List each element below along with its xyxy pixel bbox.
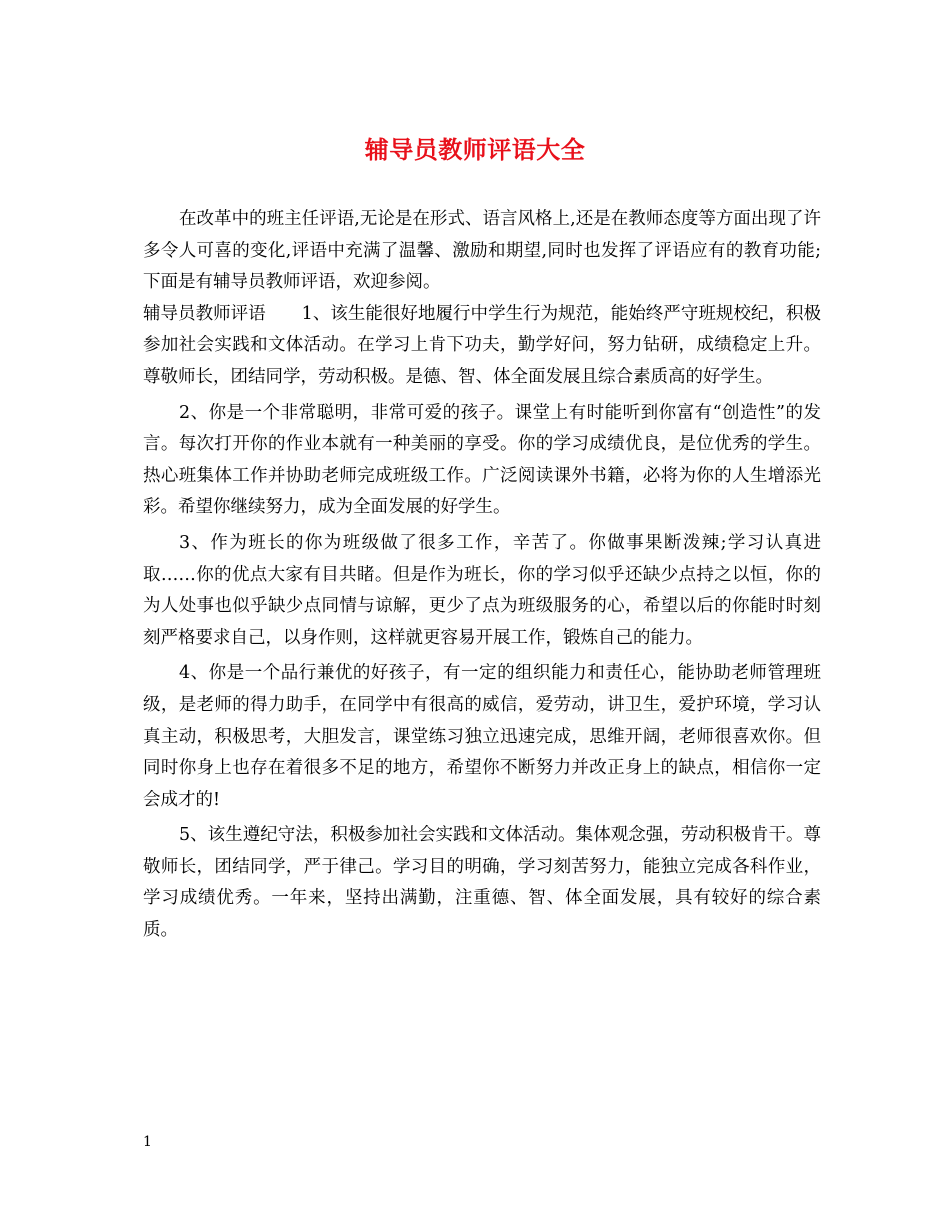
document-title: 辅导员教师评语大全 [364, 135, 586, 164]
comment-paragraph-1 [143, 299, 821, 394]
page-number: 1 [143, 1134, 152, 1150]
document-body [143, 204, 821, 947]
comment-1-text: 1、该生能很好地履行中学生行为规范，能始终严守班规校纪，积极参加社会实践和文体活动。在学习上肯下功夫，勤学好问，努力钻研，成绩稳定上升。尊敬师长，团结同学，劳动积极。是德、智、体全面发展且综合素质高的好学生。 [143, 303, 821, 387]
comment-paragraph-5: 5、该生遵纪守法，积极参加社会实践和文体活动。集体观念强，劳动积极肯干。尊敬师长，团结同学，严于律己。学习目的明确，学习刻苦努力，能独立完成各科作业，学习成绩优秀。一年来，坚持出满勤，注重德、智、体全面发展，具有较好的综合素质。 [143, 825, 821, 941]
comment-paragraph-3: 3、作为班长的你为班级做了很多工作，辛苦了。你做事果断泼辣;学习认真进取……你的优点大家有目共睹。但是作为班长，你的学习似乎还缺少点持之以恒，你的为人处事也似乎缺少点同情与谅解，更少了点为班级服务的心，希望以后的你能时时刻刻严格要求自己，以身作则，这样就更容易开展工作，锻炼自己的能力。 [143, 532, 821, 648]
comment-paragraph-4: 4、你是一个品行兼优的好孩子，有一定的组织能力和责任心，能协助老师管理班级，是老师的得力助手，在同学中有很高的威信，爱劳动，讲卫生，爱护环境，学习认真主动，积极思考，大胆发言，课堂练习独立迅速完成，思维开阔，老师很喜欢你。但同时你身上也存在着很多不足的地方，希望你不断努力并改正身上的缺点，相信你一定会成才的! [143, 663, 821, 810]
intro-paragraph: 在改革中的班主任评语,无论是在形式、语言风格上,还是在教师态度等方面出现了许多令人可喜的变化,评语中充满了温馨、激励和期望,同时也发挥了评语应有的教育功能;下面是有辅导员教师评语，欢迎参阅。 [143, 209, 821, 293]
comment-paragraph-2: 2、你是一个非常聪明，非常可爱的孩子。课堂上有时能听到你富有“创造性”的发言。每次打开你的作业本就有一种美丽的享受。你的学习成绩优良，是位优秀的学生。热心班集体工作并协助老师完成班级工作。广泛阅读课外书籍，必将为你的人生增添光彩。希望你继续努力，成为全面发展的好学生。 [143, 402, 821, 518]
section-heading: 辅导员教师评语 [143, 303, 266, 324]
